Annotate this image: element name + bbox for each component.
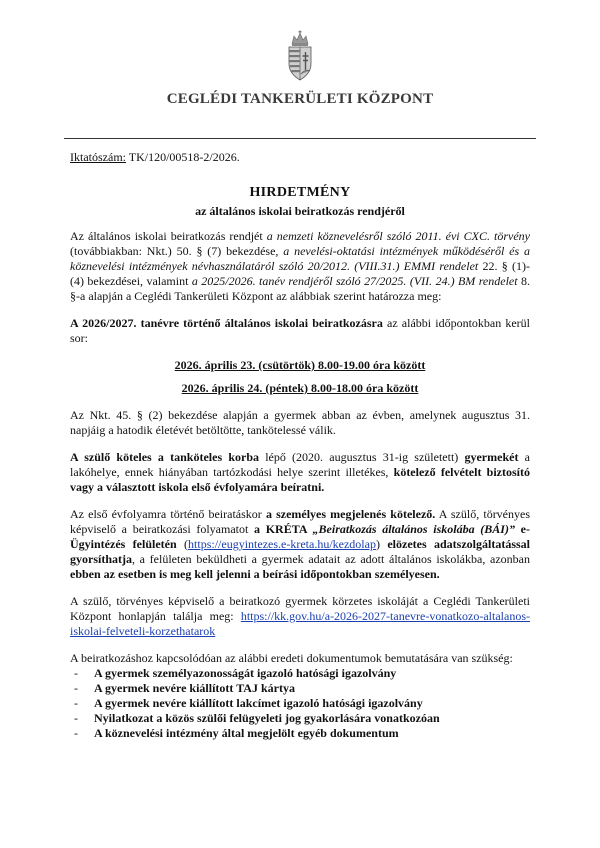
p5-bold-b: a személyes megjelenés kötelező.	[265, 507, 436, 521]
p1-text-c: (továbbiakban: Nkt.) 50. § (7) bekezdése,	[70, 244, 284, 258]
list-dash: -	[74, 726, 78, 740]
enrollment-intro-bold: A 2026/2027. tanévre történő általános iskolai beiratkozásra	[70, 316, 383, 330]
list-dash: -	[74, 696, 78, 710]
p5-bold-l: ebben az esetben is meg kell jelenni a beírási időpontokban személyesen.	[70, 567, 440, 581]
p4-bold-c: gyermekét	[464, 450, 519, 464]
document-body	[70, 150, 530, 741]
list-item	[70, 711, 530, 726]
p5-text-k: , a felületen beküldheti a gyermek adatait az adott általános iskolákba, azonban	[132, 552, 530, 566]
list-dash: -	[74, 666, 78, 680]
p5-text-a: Az első évfolyamra történő beiratáskor	[70, 507, 266, 521]
documents-intro-paragraph: A beiratkozáshoz kapcsolódóan az alábbi eredeti dokumentumok bemutatására van szükség:	[70, 651, 513, 665]
p1-law-3: a 2025/2026. tanév rendjéről szóló 27/2025. (VII. 24.) BM rendelet	[191, 274, 518, 288]
document-number-label: Iktatószám:	[70, 150, 126, 164]
p4-bold-a: A szülő köteles a tanköteles korba	[70, 450, 259, 464]
document-number	[70, 150, 530, 165]
kreta-link[interactable]: https://eugyintezes.e-kreta.hu/kezdolap	[188, 537, 376, 551]
p5-text-i: )	[375, 537, 388, 551]
p5-text-g: (	[176, 537, 189, 551]
p1-law-2: a nevelési-oktatási intézmények működéséről és a köznevelési intézmények névhasználatáról szóló 20/2012. (VIII.31.) EMMI rendelet	[70, 244, 531, 273]
document-title: HIRDETMÉNY	[249, 185, 351, 200]
district-boundaries-link[interactable]: https://kk.gov.hu/a-2026-2027-tanevre-vonatkozo-altalanos-iskolai-felveteli-korzethatarok	[70, 609, 530, 638]
list-item	[70, 726, 530, 741]
p4-text-b: lépő (2020. augusztus 31-ig született)	[259, 450, 465, 464]
letterhead	[0, 30, 600, 82]
document-number-value: TK/120/00518-2/2026.	[125, 150, 240, 164]
personal-attendance-paragraph	[70, 507, 530, 582]
list-item-text: A gyermek nevére kiállított TAJ kártya	[94, 681, 295, 695]
p5-bold-j: elözetes adatszolgáltatással gyorsíthatja	[70, 537, 530, 566]
document-subtitle: az általános iskolai beiratkozás rendjéről	[195, 204, 405, 218]
p1-text-g: 8. §-a alapján a Ceglédi Tankerületi Központ az alábbiak szerint határozza meg:	[70, 274, 530, 303]
compulsory-school-age-paragraph: Az Nkt. 45. § (2) bekezdése alapján a gyermek abban az évben, amelynek augusztus 31. napjáig a hatodik életévét betöltötte, tankötelessé válik.	[70, 408, 530, 437]
list-item	[70, 696, 530, 711]
list-dash: -	[74, 681, 78, 695]
p1-text-a: Az általános iskolai beiratkozás rendjét	[70, 229, 267, 243]
p6-text-a: A szülő, törvényes képviselő a beiratkozó gyermek körzetes iskoláját a Ceglédi Tankerületi Központ honlapján találja meg:	[70, 594, 530, 623]
p1-text-e: 22. § (1)-(4) bekezdései, valamint	[70, 259, 530, 288]
p5-text-c: A szülő, törvényes képviselő a beiratkozási folyamatot	[70, 507, 531, 536]
header-divider	[64, 138, 536, 139]
p1-law-1: a nemzeti köznevelésről szóló 2011. évi CXC. törvény	[266, 229, 530, 243]
list-item	[70, 681, 530, 696]
required-documents-list	[70, 666, 530, 741]
p5-bai-name: „Beiratkozás általános iskolába (BÁI)”	[312, 522, 515, 536]
enrollment-date-1: 2026. április 23. (csütörtök) 8.00-19.00 óra között	[174, 358, 426, 372]
p5-bold-f: e-Ügyintézés felületén	[70, 522, 530, 551]
list-dash: -	[74, 711, 78, 725]
enrollment-intro-paragraph	[70, 316, 530, 346]
list-item-text: A gyermek személyazonosságát igazoló hatósági igazolvány	[94, 666, 397, 680]
legal-basis-paragraph	[70, 229, 530, 304]
list-item-text: Nyilatkozat a közös szülői felügyeleti jog gyakorlására vonatkozóan	[94, 711, 440, 725]
p4-bold-e: kötelező felvételt biztosító vagy a választott iskola első évfolyamára beíratni.	[70, 465, 530, 494]
enrollment-date-2: 2026. április 24. (péntek) 8.00-18.00 óra között	[181, 381, 419, 395]
hungarian-coat-of-arms-icon	[283, 30, 317, 82]
list-item-text: A köznevelési intézmény által megjelölt egyéb dokumentum	[94, 726, 399, 740]
p4-text-d: a lakóhelye, ennek hiányában tartózkodási helye szerint illetékes,	[70, 450, 530, 479]
list-item	[70, 666, 530, 681]
enrollment-intro-rest: az alábbi időpontokban kerül sor:	[70, 316, 531, 345]
organization-name: CEGLÉDI TANKERÜLETI KÖZPONT	[166, 91, 434, 107]
parent-obligation-paragraph	[70, 450, 530, 495]
p5-bold-d: a KRÉTA	[254, 522, 313, 536]
district-info-paragraph	[70, 594, 530, 639]
list-item-text: A gyermek nevére kiállított lakcímet igazoló hatósági igazolvány	[94, 696, 423, 710]
